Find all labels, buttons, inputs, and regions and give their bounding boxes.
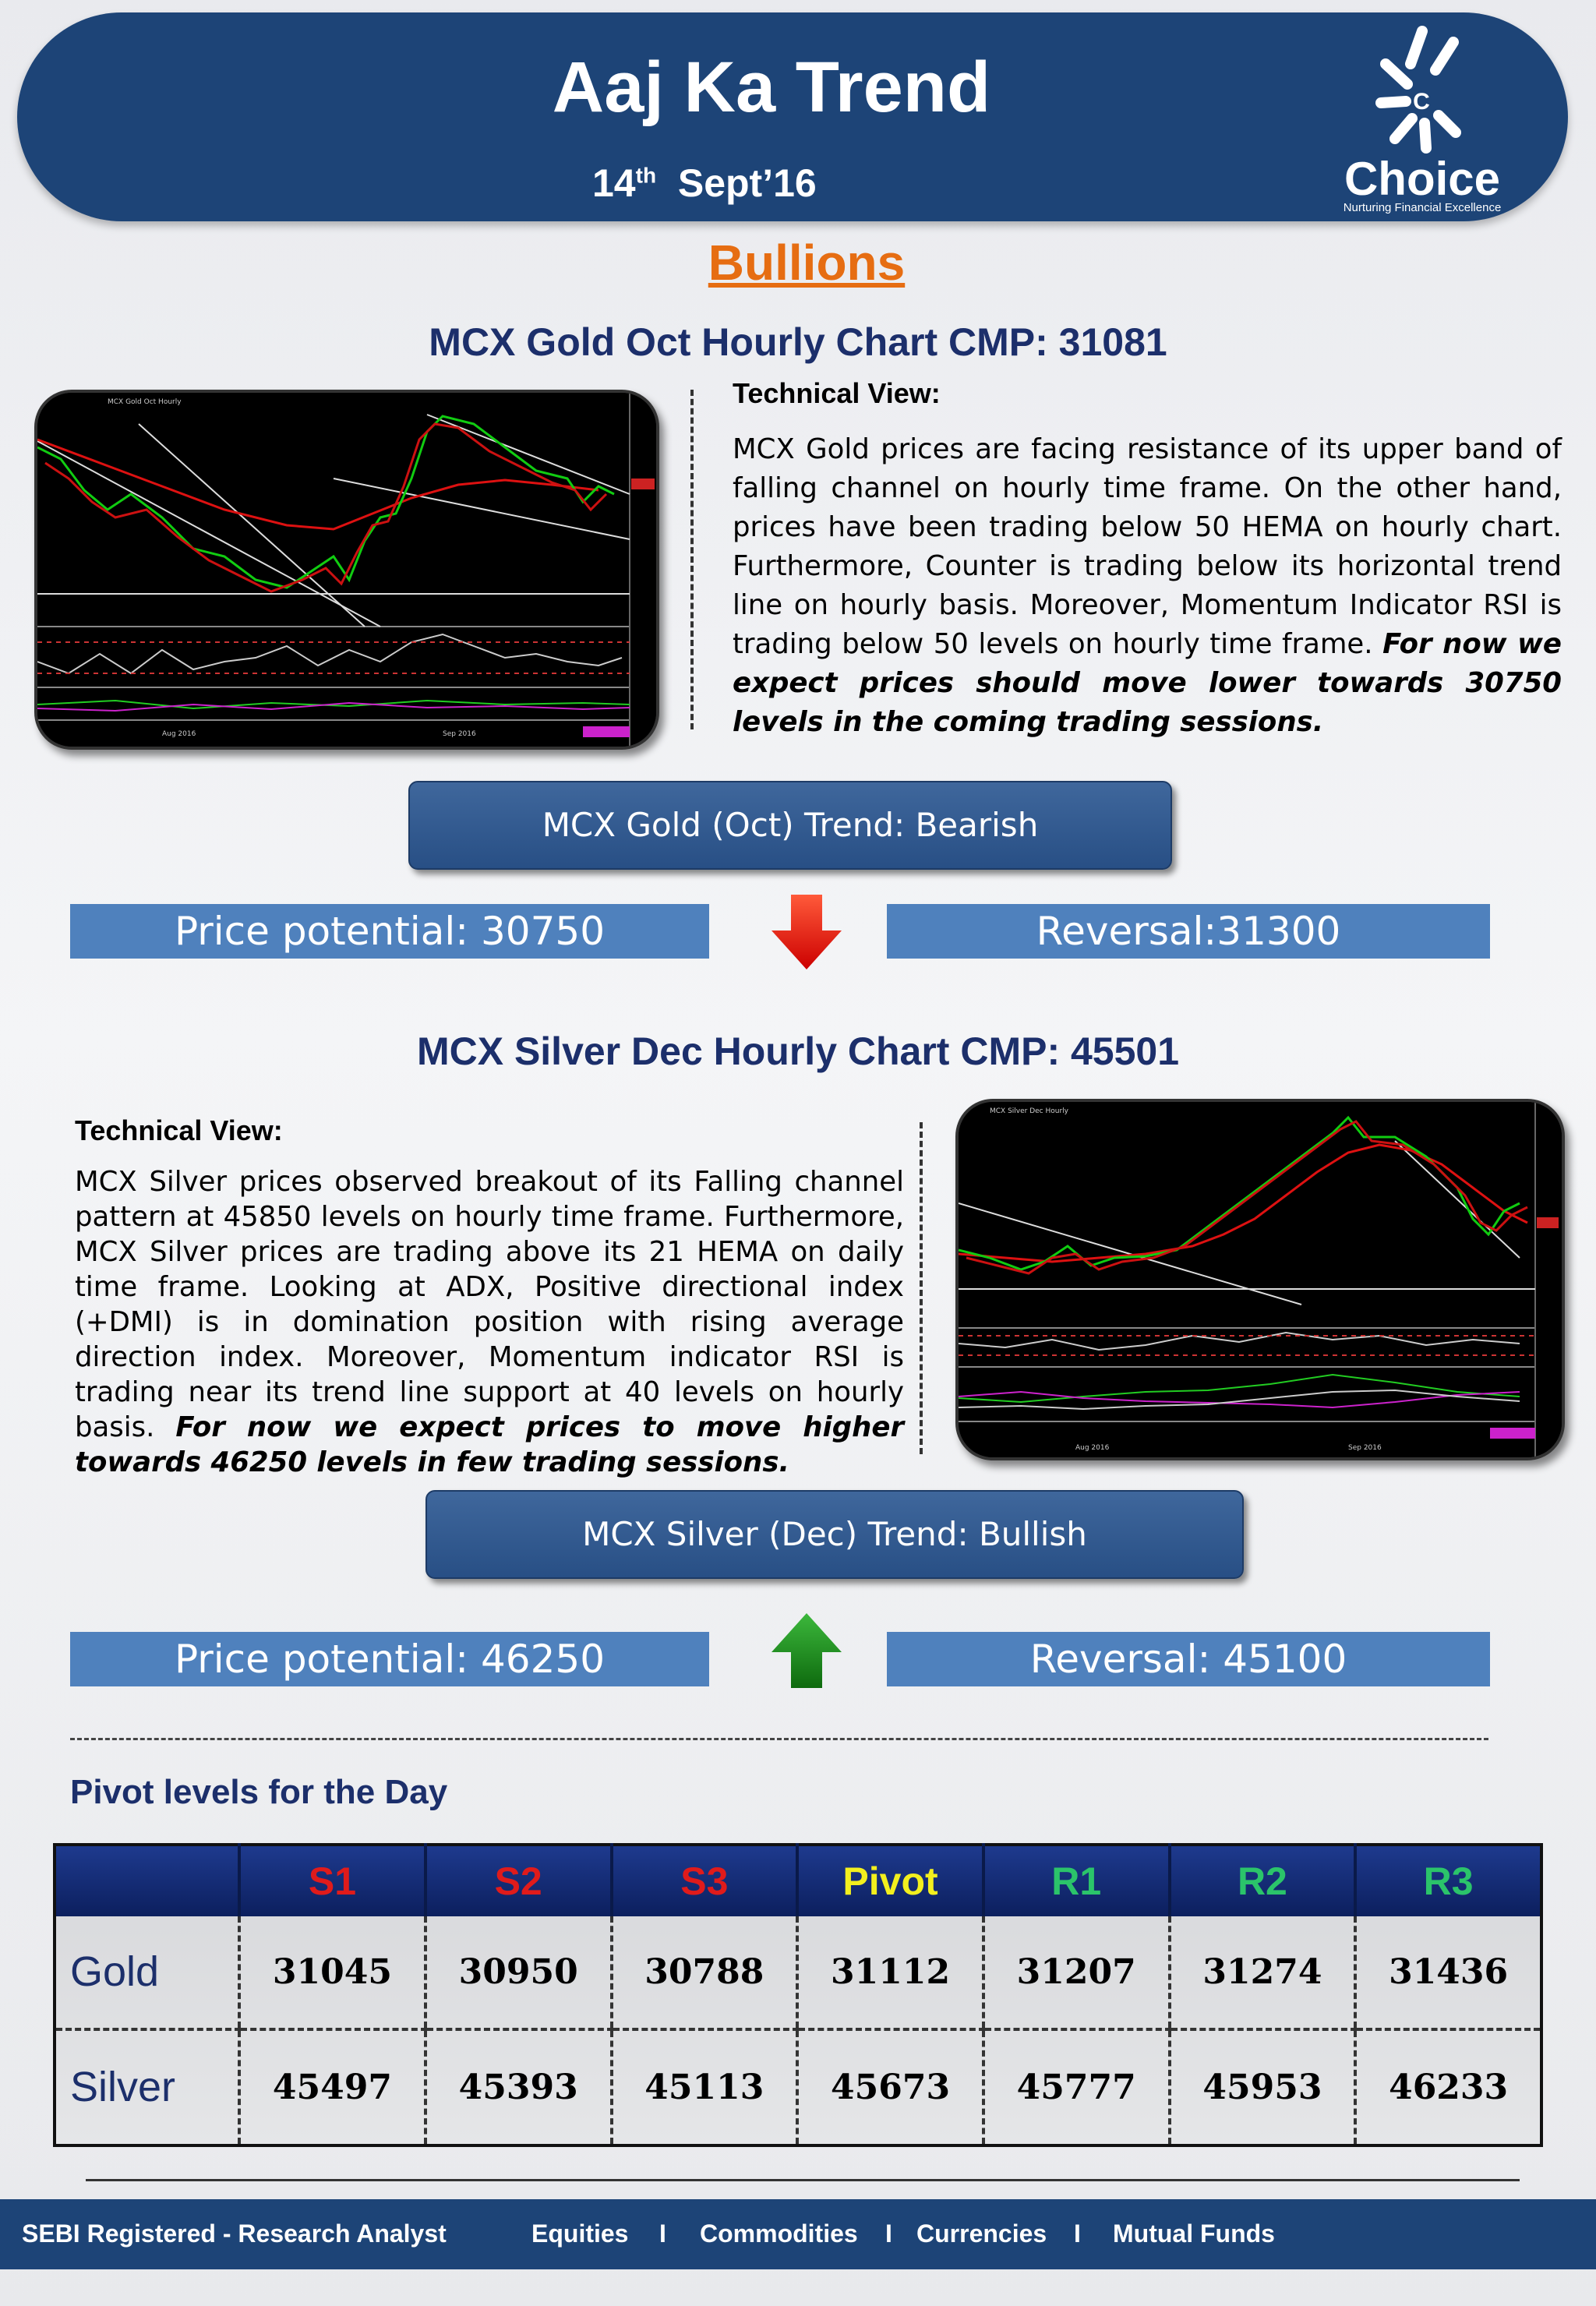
pivot-header-r3: R3 [1355,1845,1541,1916]
footer-item-equities: Equities [531,2219,629,2248]
gold-divider [690,390,694,729]
svg-text:Sep 2016: Sep 2016 [443,730,476,738]
silver-technical-view-heading: Technical View: [75,1114,283,1146]
silver-divider [920,1122,923,1454]
table-cell: 31112 [797,1916,983,2029]
table-cell: 45673 [797,2029,983,2145]
table-cell: 31274 [1170,1916,1356,2029]
svg-text:MCX Silver Dec Hourly: MCX Silver Dec Hourly [990,1107,1068,1115]
pivot-header-s3: S3 [612,1845,798,1916]
up-arrow-icon [772,1613,842,1688]
gold-technical-view-heading: Technical View: [733,377,941,409]
gold-price-potential: Price potential: 30750 [70,904,709,959]
svg-text:Sep 2016: Sep 2016 [1348,1444,1382,1452]
svg-text:Aug 2016: Aug 2016 [1075,1444,1110,1452]
logo-tagline: Nurturing Financial Excellence [1343,201,1502,214]
footer-sebi-label: SEBI Registered - Research Analyst [22,2219,447,2248]
svg-text:Aug 2016: Aug 2016 [162,730,196,738]
table-cell: 45113 [612,2029,798,2145]
table-cell: 45393 [425,2029,612,2145]
page-title: Aaj Ka Trend [552,48,991,127]
pivot-header-s1: S1 [239,1845,425,1916]
table-cell: 46233 [1355,2029,1541,2145]
table-row [55,1916,1541,2029]
footer-item-currencies: Currencies [916,2219,1047,2248]
report-date: 14th Sept’16 [592,161,817,205]
gold-chart-image [34,390,659,750]
row-label: Gold [55,1916,239,2029]
gold-trend-badge: MCX Gold (Oct) Trend: Bearish [408,781,1172,870]
gold-reversal: Reversal:31300 [887,904,1490,959]
table-cell: 30950 [425,1916,612,2029]
table-cell: 31045 [239,1916,425,2029]
section-title: Bullions [708,235,906,291]
svg-text:MCX Gold Oct Hourly: MCX Gold Oct Hourly [108,398,182,406]
pivot-header-blank [55,1845,239,1916]
footer-separator: I [1074,2219,1081,2248]
footer-bar [0,2199,1596,2269]
gold-chart-title: MCX Gold Oct Hourly Chart CMP: 31081 [429,320,1167,364]
pivot-table [53,1843,1543,2147]
footer-divider [86,2179,1520,2181]
table-row [55,2029,1541,2145]
table-cell: 31207 [983,1916,1170,2029]
silver-price-potential: Price potential: 46250 [70,1632,709,1686]
down-arrow-icon [772,895,842,969]
table-cell: 30788 [612,1916,798,2029]
footer-item-mutual-funds: Mutual Funds [1113,2219,1275,2248]
pivot-header-row [55,1845,1541,1916]
gold-technical-view-text: MCX Gold prices are facing resistance of its upper band of falling channel on hourly time frame. On the other hand, prices have been trading below 50 HEMA on hourly chart. Furthermore, Counter is trading below its horizontal trend line on hourly basis. Moreover, Momentum Indicator RSI is trading below 50 levels on hourly time frame. For now we expect prices should move lower towards 30750 levels in the coming trading sessions. [733,433,1562,738]
table-cell: 45777 [983,2029,1170,2145]
silver-chart-image [955,1099,1565,1460]
silver-trend-badge: MCX Silver (Dec) Trend: Bullish [425,1490,1244,1579]
silver-chart-title: MCX Silver Dec Hourly Chart CMP: 45501 [416,1029,1180,1073]
pivot-header-pivot: Pivot [797,1845,983,1916]
pivot-title: Pivot levels for the Day [70,1773,448,1811]
footer-item-commodities: Commodities [700,2219,858,2248]
svg-text:C: C [1413,89,1430,115]
table-cell: 45953 [1170,2029,1356,2145]
silver-reversal: Reversal: 45100 [887,1632,1490,1686]
table-cell: 31436 [1355,1916,1541,2029]
pivot-header-r2: R2 [1170,1845,1356,1916]
row-label: Silver [70,2064,176,2111]
pivot-header-r1: R1 [983,1845,1170,1916]
section-divider [70,1738,1488,1740]
footer-separator: I [885,2219,892,2248]
table-cell: 45497 [239,2029,425,2145]
footer-separator: I [659,2219,666,2248]
pivot-header-s2: S2 [425,1845,612,1916]
logo-wordmark: Choice [1344,153,1501,205]
silver-technical-view-text: MCX Silver prices observed breakout of its Falling channel pattern at 45850 levels on hourly time frame. Furthermore, MCX Silver prices are trading above its 21 HEMA on daily time frame. Looking at ADX, Positive directional index (+DMI) is in domination position with rising average direction index. Moreover, Momentum indicator RSI is trading near its trend line support at 40 levels on hourly basis. For now we expect prices to move higher towards 46250 levels in few trading sessions. [75,1166,904,1478]
